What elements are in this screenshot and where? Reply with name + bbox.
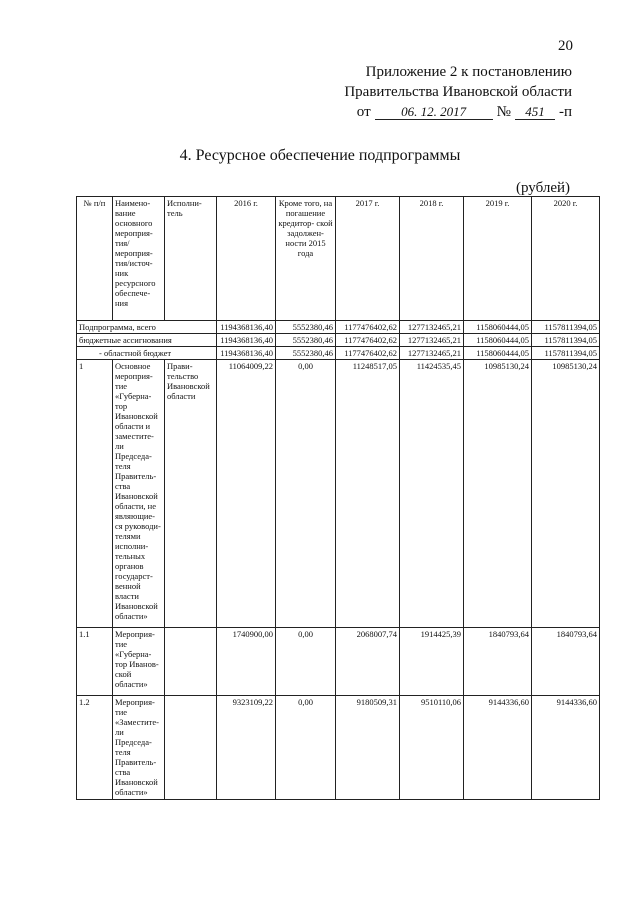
- summary-row-regional: [77, 347, 600, 360]
- value-cell: 1740900,00: [217, 628, 276, 696]
- value-cell: 11248517,05: [336, 360, 400, 628]
- header-row: [77, 197, 600, 321]
- value-cell: 9144336,60: [464, 696, 532, 800]
- from-label: от: [356, 104, 371, 120]
- value-cell: 1177476402,62: [336, 334, 400, 347]
- summary-row-total: [77, 321, 600, 334]
- header-cell-2020: 2020 г.: [532, 197, 600, 321]
- value-cell: 5552380,46: [276, 321, 336, 334]
- currency-note: (рублей): [516, 180, 571, 196]
- value-cell: 0,00: [276, 360, 336, 628]
- value-cell: 1840793,64: [464, 628, 532, 696]
- summary-row-budget: [77, 334, 600, 347]
- value-cell: 1177476402,62: [336, 347, 400, 360]
- value-cell: 10985130,24: [532, 360, 600, 628]
- row-number: 1.2: [77, 696, 113, 800]
- header-cell-2018: 2018 г.: [400, 197, 464, 321]
- value-cell: 9510110,06: [400, 696, 464, 800]
- value-cell: 9323109,22: [217, 696, 276, 800]
- summary-label: - областной бюджет: [77, 347, 217, 360]
- row-number: 1: [77, 360, 113, 628]
- value-cell: 1194368136,40: [217, 321, 276, 334]
- activity-name: Мероприя- тие «Губерна- тор Иванов- ской области»: [113, 628, 165, 696]
- handwritten-number: 451: [515, 105, 555, 120]
- table-row: [77, 628, 600, 696]
- value-cell: 11064009,22: [217, 360, 276, 628]
- value-cell: 9144336,60: [532, 696, 600, 800]
- value-cell: 5552380,46: [276, 334, 336, 347]
- resource-table: [76, 196, 600, 800]
- appendix-line-3: [344, 102, 572, 122]
- value-cell: 0,00: [276, 696, 336, 800]
- value-cell: 0,00: [276, 628, 336, 696]
- header-cell-name: Наимено- вание основного мероприя- тия/ мероприя- тия/источ- ник ресурсного обеспече- ния: [113, 197, 165, 321]
- number-label: №: [496, 104, 511, 120]
- header-cell-2019: 2019 г.: [464, 197, 532, 321]
- value-cell: 1158060444,05: [464, 334, 532, 347]
- header-cell-2016: 2016 г.: [217, 197, 276, 321]
- value-cell: 10985130,24: [464, 360, 532, 628]
- section-title: 4. Ресурсное обеспечение подпрограммы: [179, 147, 461, 164]
- header-cell-num: № п/п: [77, 197, 113, 321]
- executor: Прави- тельство Ивановской области: [165, 360, 217, 628]
- activity-name: Мероприя- тие «Заместите- ли Председа- теля Правитель- ства Ивановской области»: [113, 696, 165, 800]
- value-cell: 1914425,39: [400, 628, 464, 696]
- value-cell: 1177476402,62: [336, 321, 400, 334]
- summary-label: Подпрограмма, всего: [77, 321, 217, 334]
- value-cell: 1840793,64: [532, 628, 600, 696]
- value-cell: 1277132465,21: [400, 321, 464, 334]
- header-cell-2017: 2017 г.: [336, 197, 400, 321]
- value-cell: 1277132465,21: [400, 347, 464, 360]
- activity-name: Основное мероприя- тие «Губерна- тор Ивановской области и заместите- ли Председа- теля Правитель- ства Ивановской области, не являющие- ся руководи- телями исполни- тельных органов государст- венной власти Ивановской области»: [113, 360, 165, 628]
- value-cell: 1158060444,05: [464, 347, 532, 360]
- executor: [165, 628, 217, 696]
- value-cell: 1194368136,40: [217, 334, 276, 347]
- value-cell: 9180509,31: [336, 696, 400, 800]
- page-number: 20: [558, 38, 573, 54]
- value-cell: 1157811394,05: [532, 347, 600, 360]
- table-row: [77, 360, 600, 628]
- header-cell-debt-2015: Кроме того, на погашение кредитор- ской задолжен- ности 2015 года: [276, 197, 336, 321]
- table-row: [77, 696, 600, 800]
- number-suffix: -п: [558, 104, 572, 120]
- value-cell: 1277132465,21: [400, 334, 464, 347]
- appendix-line-2: Правительства Ивановской области: [344, 84, 572, 100]
- value-cell: 1194368136,40: [217, 347, 276, 360]
- value-cell: 1158060444,05: [464, 321, 532, 334]
- appendix-header: [344, 62, 572, 122]
- executor: [165, 696, 217, 800]
- appendix-line-1: Приложение 2 к постановлению: [365, 64, 572, 80]
- value-cell: 1157811394,05: [532, 321, 600, 334]
- value-cell: 1157811394,05: [532, 334, 600, 347]
- handwritten-date: 06. 12. 2017: [375, 105, 493, 120]
- row-number: 1.1: [77, 628, 113, 696]
- header-cell-executor: Исполни- тель: [165, 197, 217, 321]
- summary-label: бюджетные ассигнования: [77, 334, 217, 347]
- value-cell: 11424535,45: [400, 360, 464, 628]
- value-cell: 5552380,46: [276, 347, 336, 360]
- value-cell: 2068007,74: [336, 628, 400, 696]
